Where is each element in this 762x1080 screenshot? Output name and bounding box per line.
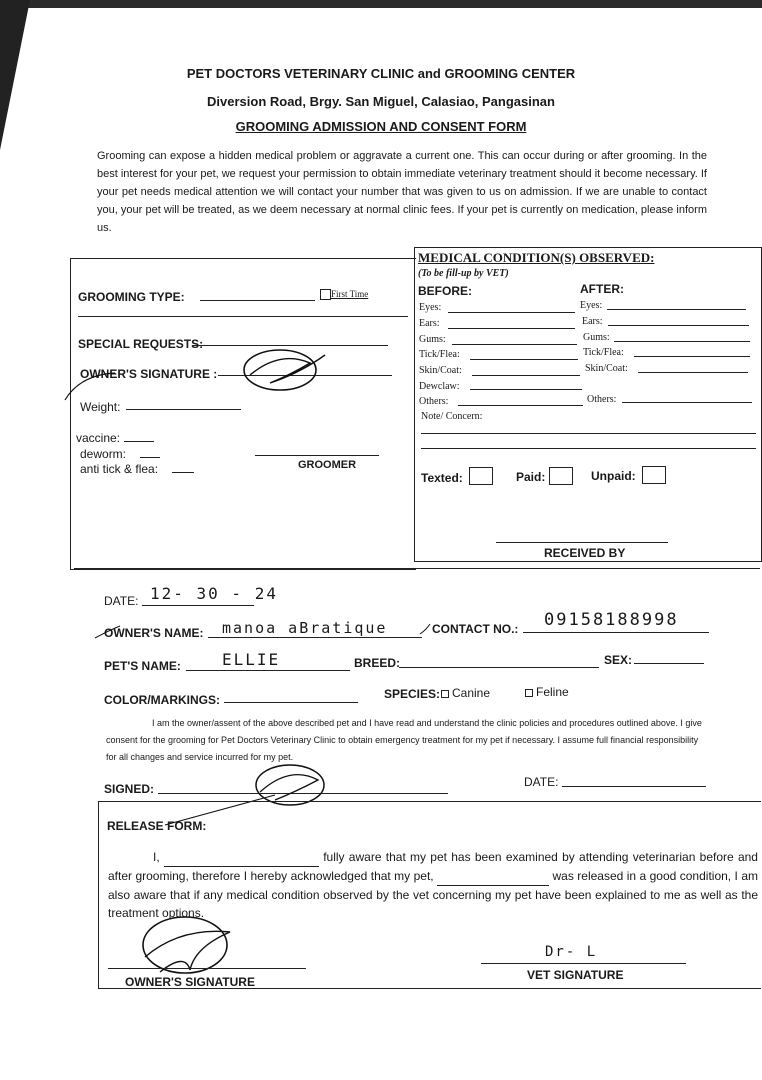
groomer-signature-line[interactable] [255, 455, 379, 456]
scan-border-top [0, 0, 762, 8]
release-owner-signature-line[interactable] [108, 968, 306, 969]
breed-field[interactable] [399, 667, 599, 668]
received-by-line[interactable] [496, 542, 668, 543]
intro-paragraph: Grooming can expose a hidden medical problem or aggravate a current one. This can occur during or after grooming. In the best interest for your pet, we request your permission to obtain immediate veterinary treatment should it become necessary. If your pet needs medical attention we will contact your number that was given to us on admission. If we are unable to contact you, your pet will be treated, as we deem necessary at normal clinic fees. If your pet is currently on medication, please inform us. [97, 150, 707, 234]
breed-label: BREED: [354, 656, 401, 670]
before-gums-label: Gums: [419, 334, 446, 345]
unpaid-checkbox[interactable] [642, 466, 666, 484]
vaccine-label: vaccine: [76, 431, 121, 445]
before-label: BEFORE: [418, 284, 472, 298]
owner-signature-label: OWNER'S SIGNATURE : [80, 367, 218, 381]
before-skincoat-label: Skin/Coat: [419, 365, 462, 376]
anti-tick-label: anti tick & flea: [80, 462, 159, 476]
before-tickflea-field[interactable] [470, 359, 578, 360]
date-label: DATE: [104, 594, 139, 608]
grooming-type-field[interactable] [200, 300, 315, 301]
feline-label: Feline [536, 685, 569, 699]
paid-label: Paid: [516, 470, 546, 484]
after-label: AFTER: [580, 282, 624, 296]
after-gums-label: Gums: [583, 332, 610, 343]
date2-field[interactable] [562, 786, 706, 787]
vaccine-field[interactable] [124, 441, 154, 442]
owner-name-value: manoa aBratique [222, 619, 388, 637]
before-tickflea-label: Tick/Flea: [419, 349, 460, 360]
unpaid-label: Unpaid: [591, 469, 636, 483]
note-line-1[interactable] [421, 433, 756, 434]
deworm-field[interactable] [140, 457, 160, 458]
consent-text: I am the owner/assent of the above described pet and I have read and understand the clinic policies and procedures outlined above. I give consent for the grooming for Pet Doctors Veterinary Clinic to obtain emergency treatment for my pet if necessary. I assume full financial responsibility for all changes and service incurred for my pet. [106, 718, 702, 762]
canine-checkbox[interactable] [441, 690, 449, 698]
note-line-2[interactable] [421, 448, 756, 449]
after-tickflea-field[interactable] [634, 356, 750, 357]
before-skincoat-field[interactable] [472, 375, 580, 376]
release-owner-signature-scribble [130, 912, 240, 982]
date-value: 12- 30 - 24 [150, 584, 278, 603]
before-ears-field[interactable] [448, 328, 575, 329]
medical-title: MEDICAL CONDITION(S) OBSERVED: [418, 250, 655, 265]
sex-field[interactable] [634, 663, 704, 664]
owner-name-strike [90, 620, 430, 642]
first-time-checkbox[interactable] [320, 289, 331, 300]
release-text [108, 848, 758, 922]
first-time-label: First Time [331, 289, 369, 299]
owner-name-label: OWNER'S NAME: [104, 626, 204, 640]
texted-checkbox[interactable] [469, 467, 493, 485]
clinic-address: Diversion Road, Brgy. San Miguel, Calasiao, Pangasinan [207, 94, 555, 109]
after-eyes-label: Eyes: [580, 300, 603, 311]
sex-label: SEX: [604, 653, 633, 667]
before-others-label: Others: [419, 396, 449, 407]
before-eyes-label: Eyes: [419, 302, 442, 313]
before-others-field[interactable] [458, 405, 583, 406]
anti-tick-field[interactable] [172, 472, 194, 473]
form-title: GROOMING ADMISSION AND CONSENT FORM [235, 119, 527, 134]
special-requests-label: SPECIAL REQUESTS: [78, 337, 204, 351]
after-ears-label: Ears: [582, 316, 603, 327]
groomer-label: GROOMER [298, 459, 357, 471]
canine-label: Canine [452, 686, 491, 700]
feline-checkbox[interactable] [525, 689, 533, 697]
after-gums-field[interactable] [614, 341, 750, 342]
medical-subtitle: (To be fill-up by VET) [418, 268, 509, 279]
date2-label: DATE: [524, 775, 559, 789]
color-markings-label: COLOR/MARKINGS: [104, 693, 220, 707]
deworm-label: deworm: [80, 447, 127, 461]
before-ears-label: Ears: [419, 318, 440, 329]
owner-signature-scribble [240, 345, 330, 395]
contact-label: CONTACT NO.: [432, 622, 519, 636]
grooming-type-label: GROOMING TYPE: [78, 290, 185, 304]
contact-field[interactable] [523, 632, 709, 633]
release-text-1: I, [153, 850, 160, 864]
pet-name-field[interactable] [186, 670, 350, 671]
release-title: RELEASE FORM: [107, 819, 207, 833]
owner-signature-tail [60, 365, 120, 405]
after-skincoat-field[interactable] [638, 372, 748, 373]
pet-name-label: PET'S NAME: [104, 659, 181, 673]
texted-label: Texted: [421, 471, 463, 485]
vet-signature-line[interactable] [481, 963, 686, 964]
vet-signature-value: Dr- L [545, 944, 598, 960]
vet-signature-label: VET SIGNATURE [527, 968, 624, 982]
release-text-3: was released in a good condition, I am also aware that if any medical condition observed by the vet concerning my pet have been explained to me as well as the treatment options. [108, 869, 758, 920]
before-dewclaw-label: Dewclaw: [419, 381, 460, 392]
after-others-field[interactable] [622, 402, 752, 403]
note-concern-label: Note/ Concern: [421, 411, 483, 422]
after-skincoat-label: Skin/Coat: [585, 363, 628, 374]
signed-label: SIGNED: [104, 782, 155, 796]
release-text-2: fully aware that my pet has been examined by attending veterinarian before and after grooming, therefore I hereby acknowledged that my pet, [108, 850, 758, 883]
clinic-name: PET DOCTORS VETERINARY CLINIC and GROOMING CENTER [186, 66, 576, 81]
paid-checkbox[interactable] [549, 467, 573, 485]
after-others-label: Others: [587, 394, 617, 405]
after-eyes-field[interactable] [607, 309, 746, 310]
species-label: SPECIES: [384, 687, 441, 701]
release-pet-name-field[interactable] [437, 867, 549, 886]
received-by-label: RECEIVED BY [544, 546, 626, 560]
after-ears-field[interactable] [608, 325, 749, 326]
release-owner-name-field[interactable] [164, 848, 319, 867]
date-field[interactable] [142, 605, 254, 606]
before-gums-field[interactable] [452, 344, 577, 345]
weight-label: Weight: [80, 400, 121, 414]
grooming-type-extra-line[interactable] [78, 316, 408, 317]
contact-value: 09158188998 [544, 610, 679, 630]
weight-field[interactable] [126, 409, 241, 410]
before-eyes-field[interactable] [448, 312, 575, 313]
pet-name-value: ELLIE [222, 650, 281, 669]
release-owner-signature-label: OWNER'S SIGNATURE [125, 975, 255, 989]
before-dewclaw-field[interactable] [470, 389, 582, 390]
grooming-panel [70, 258, 416, 570]
after-tickflea-label: Tick/Flea: [583, 347, 624, 358]
color-markings-field[interactable] [224, 702, 358, 703]
section-divider [74, 568, 760, 569]
